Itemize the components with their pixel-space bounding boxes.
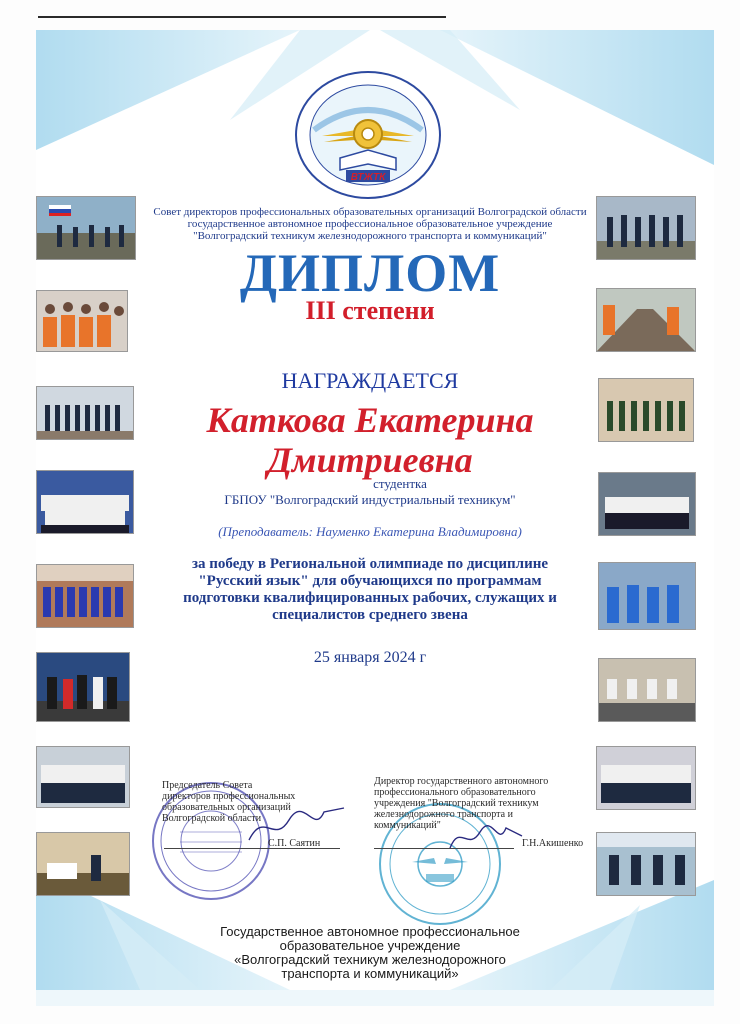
recipient-college: ГБПОУ "Волгоградский индустриальный техникум" (224, 492, 516, 507)
sig-right-line-2: профессионального образовательного (374, 787, 536, 798)
footer-line-4: транспорта и коммуникаций» (281, 966, 459, 981)
footer-line-1: Государственное автономное профессиональное (220, 924, 520, 939)
photo-train-interior (596, 832, 696, 896)
recipient-name-line-2: Дмитриевна (267, 440, 473, 480)
diploma-title: ДИПЛОМ (239, 243, 501, 303)
sig-right-line-4: железнодорожного транспорта и (374, 809, 513, 820)
teacher-line: (Преподаватель: Науменко Екатерина Владимировна) (218, 524, 522, 539)
signatory-left-title (162, 780, 342, 824)
photo-sports-team (36, 564, 134, 628)
reason-line-4: специалистов среднего звена (272, 607, 468, 623)
sig-right-line-3: учреждения "Волгоградский техникум (374, 798, 539, 809)
photo-group-white-shirts (36, 470, 134, 534)
college-logo (294, 70, 442, 200)
issuer-line-2: государственное автономное профессиональное образовательное учреждение (187, 218, 553, 230)
awarded-label: НАГРАЖДАЕТСЯ (281, 368, 459, 393)
sig-left-line-3: образовательных организаций (162, 802, 291, 813)
signatory-right-name: Г.Н.Акишенко (522, 838, 584, 849)
reason-line-1: за победу в Региональной олимпиаде по дисциплине (191, 556, 549, 572)
footer-institution (160, 925, 580, 981)
photo-students-lineup (36, 386, 134, 440)
photo-railway-work (596, 288, 696, 352)
issuer-line-3: "Волгоградский техникум железнодорожного транспорта и коммуникаций" (193, 230, 547, 242)
photo-students-rows (596, 746, 696, 810)
photo-group-hall (598, 472, 696, 536)
diploma-degree: III степени (305, 296, 435, 325)
sig-left-line-2: директоров профессиональных (162, 791, 296, 802)
photo-students-outdoors (596, 196, 696, 260)
reason-line-3: подготовки квалифицированных рабочих, служащих и (183, 590, 557, 606)
signatory-left-name: С.П. Саятин (268, 838, 321, 849)
sig-right-line-5: коммуникаций" (374, 820, 441, 831)
photo-class-group (36, 746, 130, 808)
top-scan-line (38, 16, 446, 18)
issuer-line-1: Совет директоров профессиональных образовательных организаций Волгоградской области (153, 206, 587, 218)
sig-right-line-1: Директор государственного автономного (374, 776, 549, 787)
footer-line-2: образовательное учреждение (279, 938, 461, 953)
award-date: 25 января 2024 г (313, 649, 427, 666)
photo-award-ceremony (36, 652, 130, 722)
recipient-status: студентка (373, 476, 427, 491)
photo-parade-flags (36, 196, 136, 260)
award-reason (150, 556, 590, 624)
recipient-name-line-1: Каткова Екатерина (206, 400, 534, 440)
issuer-header (150, 206, 590, 242)
photo-event-group (598, 658, 696, 722)
photo-orange-vests (36, 290, 128, 352)
sig-left-line-1: Председатель Совета (162, 780, 253, 791)
signature-line-right (374, 848, 514, 849)
logo-abbrev: ВТЖТК (350, 172, 386, 183)
photo-blue-uniforms (598, 562, 696, 630)
sig-left-line-4: Волгоградской области (162, 813, 262, 824)
reason-line-2: "Русский язык" для обучающихся по программам (198, 573, 542, 589)
photo-classroom (36, 832, 130, 896)
signatory-right-title (374, 776, 574, 831)
photo-cadets-hall (598, 378, 694, 442)
footer-line-3: «Волгоградский техникум железнодорожного (234, 952, 506, 967)
